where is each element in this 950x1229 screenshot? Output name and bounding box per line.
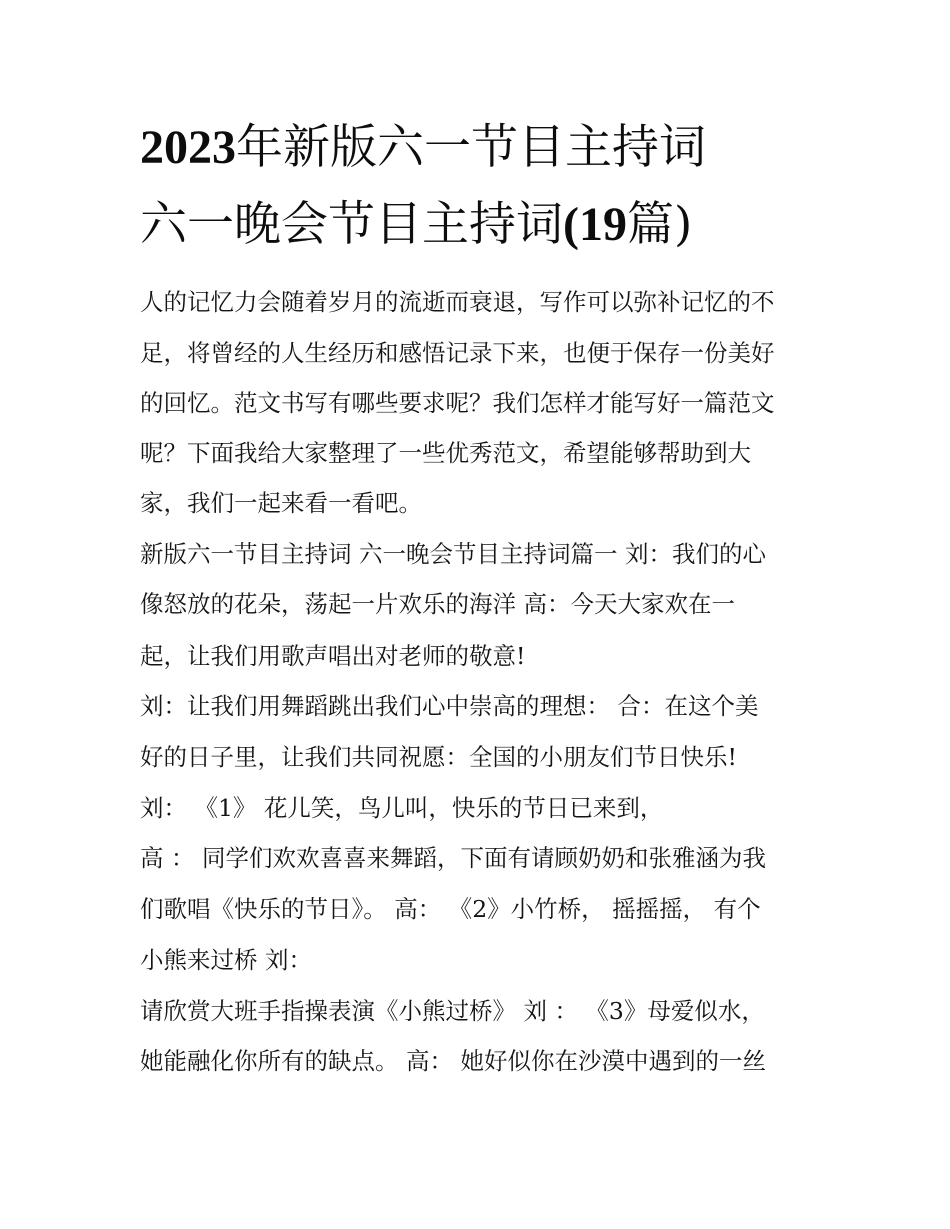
body-line: 高 ： 同学们欢欢喜喜来舞蹈，下面有请顾奶奶和张雅涵为我 xyxy=(140,844,766,872)
body-line: 家，我们一起来看一看吧。 xyxy=(140,489,422,517)
body-line: 刘：让我们用舞蹈跳出我们心中崇高的理想： 合：在这个美 xyxy=(140,692,759,720)
body-line: 刘： 《1》 花儿笑，鸟儿叫，快乐的节日已来到， xyxy=(140,794,664,822)
body-line: 好的日子里，让我们共同祝愿：全国的小朋友们节日快乐! xyxy=(140,743,737,771)
title-text-2b: 篇) xyxy=(626,197,693,252)
document-title-line-1 xyxy=(140,118,706,178)
title-count: (19 xyxy=(563,198,627,251)
title-text-2a: 六一晚会节目主持词 xyxy=(140,197,563,252)
body-line: 人的记忆力会随着岁月的流逝而衰退，写作可以弥补记忆的不 xyxy=(140,288,775,316)
body-line: 足，将曾经的人生经历和感悟记录下来，也便于保存一份美好 xyxy=(140,339,775,367)
title-text-1: 年新版六一节目主持词 xyxy=(236,120,706,175)
body-line: 新版六一节目主持词 六一晚会节目主持词篇一 刘：我们的心 xyxy=(140,540,766,568)
document-title-line-2 xyxy=(140,195,692,255)
body-line: 她能融化你所有的缺点。 高： 她好似你在沙漠中遇到的一丝 xyxy=(140,1047,766,1075)
body-line: 的回忆。范文书写有哪些要求呢？我们怎样才能写好一篇范文 xyxy=(140,389,775,417)
body-line: 请欣赏大班手指操表演《小熊过桥》 刘 ： 《3》母爱似水， xyxy=(140,997,765,1025)
body-line: 像怒放的花朵，荡起一片欢乐的海洋 高：今天大家欢在一 xyxy=(140,590,735,618)
body-line: 呢？下面我给大家整理了一些优秀范文，希望能够帮助到大 xyxy=(140,439,751,467)
body-line: 起，让我们用歌声唱出对老师的敬意! xyxy=(140,642,526,670)
body-line: 们歌唱《快乐的节日》。 高： 《2》小竹桥， 摇摇摇， 有个 xyxy=(140,895,761,923)
body-line: 小熊来过桥 刘： xyxy=(140,946,312,974)
title-year: 2023 xyxy=(140,121,236,174)
